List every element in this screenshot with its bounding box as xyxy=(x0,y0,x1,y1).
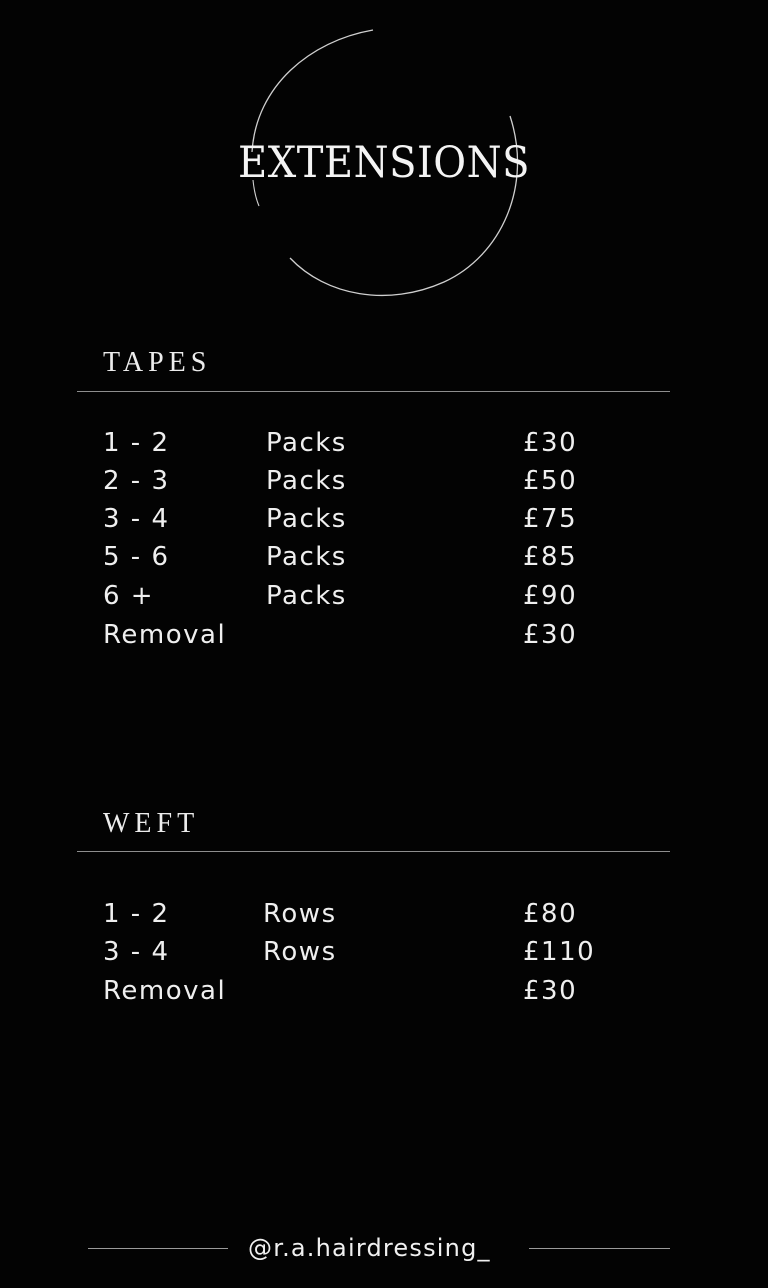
row-quantity: 1 - 2 xyxy=(103,899,170,929)
row-quantity: 1 - 2 xyxy=(103,428,170,458)
price-row xyxy=(0,616,768,654)
price-row xyxy=(0,424,768,462)
price-row xyxy=(0,933,768,971)
row-price: £80 xyxy=(523,899,578,929)
row-quantity: Removal xyxy=(103,976,227,1006)
row-price: £30 xyxy=(523,976,578,1006)
price-row xyxy=(0,577,768,615)
price-row xyxy=(0,538,768,576)
footer-divider-right xyxy=(529,1248,670,1249)
row-quantity: 3 - 4 xyxy=(103,937,170,967)
row-price: £30 xyxy=(523,428,578,458)
row-price: £110 xyxy=(523,937,596,967)
row-unit: Rows xyxy=(263,937,337,967)
page-title: EXTENSIONS xyxy=(238,138,530,188)
row-price: £75 xyxy=(523,504,578,534)
row-price: £90 xyxy=(523,581,578,611)
header xyxy=(0,0,768,320)
section-divider-tapes xyxy=(77,391,670,392)
footer xyxy=(0,1230,768,1270)
price-row xyxy=(0,462,768,500)
row-price: £50 xyxy=(523,466,578,496)
footer-divider-left xyxy=(88,1248,228,1249)
price-row xyxy=(0,895,768,933)
row-unit: Packs xyxy=(266,428,347,458)
row-unit: Packs xyxy=(266,466,347,496)
row-unit: Packs xyxy=(266,504,347,534)
social-handle: @r.a.hairdressing_ xyxy=(248,1234,491,1262)
row-quantity: 2 - 3 xyxy=(103,466,170,496)
price-row xyxy=(0,972,768,1010)
price-row xyxy=(0,500,768,538)
section-title-weft: WEFT xyxy=(103,808,200,839)
row-price: £85 xyxy=(523,542,578,572)
section-divider-weft xyxy=(77,851,670,852)
row-quantity: 6 + xyxy=(103,581,155,611)
row-unit: Packs xyxy=(266,542,347,572)
row-unit: Packs xyxy=(266,581,347,611)
row-price: £30 xyxy=(523,620,578,650)
section-title-tapes: TAPES xyxy=(103,347,212,378)
row-quantity: 5 - 6 xyxy=(103,542,170,572)
row-quantity: 3 - 4 xyxy=(103,504,170,534)
row-unit: Rows xyxy=(263,899,337,929)
row-quantity: Removal xyxy=(103,620,227,650)
